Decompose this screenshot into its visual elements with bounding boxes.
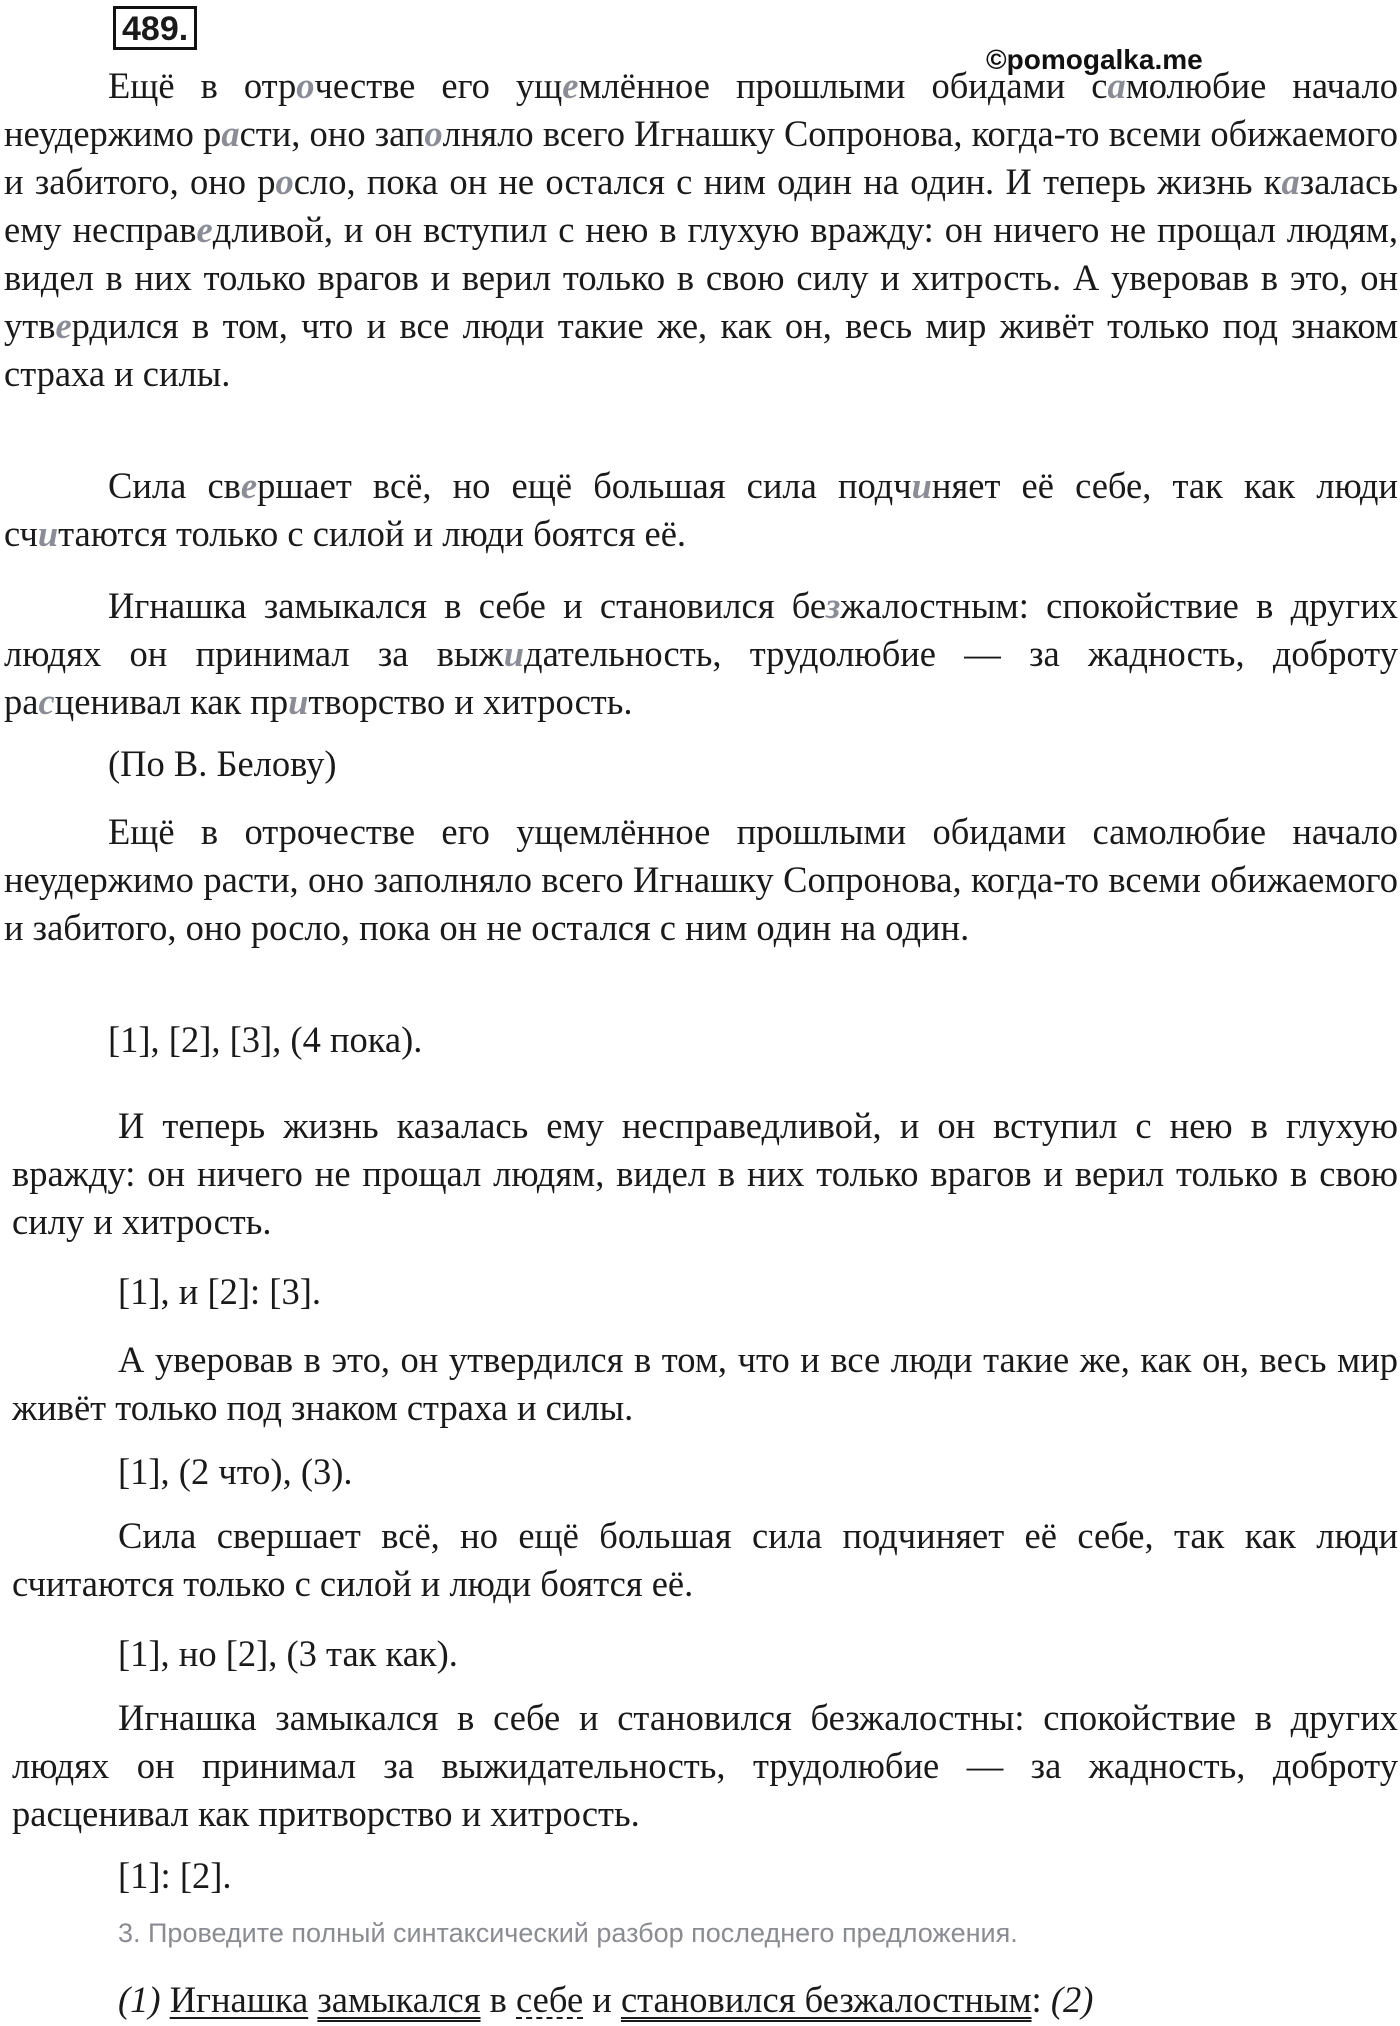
highlight-letter: а: [1107, 65, 1126, 106]
subject: Игнашка: [169, 1979, 309, 2020]
analysis-sentence-3: А уверовав в это, он утвердился в том, что и все люди такие же, как он, весь мир живёт только под знаком страха и силы.: [12, 1339, 1398, 1428]
analysis-sentence-4: Сила свершает всё, но ещё большая сила подчиняет её себе, так как люди считаются только с силой и люди боятся её.: [12, 1515, 1398, 1604]
clause-number-2: (2): [1050, 1979, 1094, 2020]
analysis-sentence-1: Ещё в отрочестве его ущемлённое прошлыми обидами самолюбие начало неудержимо расти, оно заполняло всего Игнашку Сопронова, когда-то всеми обижаемого и забитого, оно росло, пока он не остался с ним один на один.: [4, 811, 1398, 948]
object: себе: [516, 1979, 584, 2020]
highlight-letter: е: [55, 305, 72, 346]
scheme-3: [1], (2 что), (3).: [118, 1451, 353, 1492]
highlight-letter: и: [37, 513, 59, 554]
preposition: в: [489, 1979, 507, 2020]
highlight-letter: е: [562, 65, 579, 106]
watermark: ©pomogalka.me: [986, 44, 1203, 75]
original-paragraph-1: Ещё в отрочестве его ущемлённое прошлыми обидами самолюбие начало неудержимо расти, оно заполняло всего Игнашку Сопронова, когда-то всеми обижаемого и забитого, оно росло, пока он не остался с ним один на один. И теперь жизнь казалась ему несправедливой, и он вступил с нею в глухую вражду: он ничего не прощал людям, видел в них только врагов и верил только в свою силу и хитрость. А уверовав в это, он утвердился в том, что и все люди такие же, как он, весь мир живёт только под знаком страха и силы.: [4, 65, 1398, 394]
highlight-letter: о: [424, 113, 443, 154]
highlight-letter: с: [38, 681, 55, 722]
analysis-sentence-2: И теперь жизнь казалась ему несправедливой, и он вступил с нею в глухую вражду: он ничего не прощал людям, видел в них только врагов и верил только в свою силу и хитрость.: [12, 1105, 1398, 1242]
scheme-2: [1], и [2]: [3].: [118, 1271, 321, 1312]
highlight-letter: о: [275, 161, 294, 202]
syntactic-parse: (1) Игнашка замыкался в себе и становился безжалостным: (2): [118, 1979, 1094, 2020]
highlight-letter: и: [288, 681, 309, 722]
highlight-letter: е: [240, 465, 258, 506]
scheme-4: [1], но [2], (3 так как).: [118, 1633, 458, 1674]
highlight-letter: е: [196, 209, 213, 250]
highlight-letter: и: [911, 465, 932, 506]
predicate-2: становился безжалостным: [620, 1979, 1032, 2020]
highlight-letter: о: [296, 65, 315, 106]
predicate: замыкался: [317, 1979, 481, 2020]
original-paragraph-3: Игнашка замыкался в себе и становился безжалостным: спокойствие в других людях он принимал за выжидательность, трудолюбие — за жадность, доброту расценивал как притворство и хитрость.: [4, 585, 1398, 722]
highlight-letter: з: [826, 585, 841, 626]
exercise-number: 489.: [113, 6, 197, 50]
task-text: 3. Проведите полный синтаксический разбор последнего предложения.: [118, 1918, 1018, 1948]
clause-number: (1): [118, 1979, 161, 2020]
original-paragraph-2: Сила свершает всё, но ещё большая сила подчиняет её себе, так как люди считаются только с силой и люди боятся её.: [4, 465, 1398, 554]
scheme-5: [1]: [2].: [118, 1855, 232, 1896]
highlight-letter: и: [503, 633, 525, 674]
highlight-letter: а: [221, 113, 240, 154]
scheme-1: [1], [2], [3], (4 пока).: [108, 1019, 423, 1060]
highlight-letter: а: [1281, 161, 1300, 202]
analysis-sentence-5: Игнашка замыкался в себе и становился безжалостны: спокойствие в других людях он принимал за выжидательность, трудолюбие — за жадность, доброту расценивал как притворство и хитрость.: [12, 1697, 1398, 1834]
conjunction: и: [592, 1979, 612, 2020]
attribution: (По В. Белову): [108, 743, 337, 784]
